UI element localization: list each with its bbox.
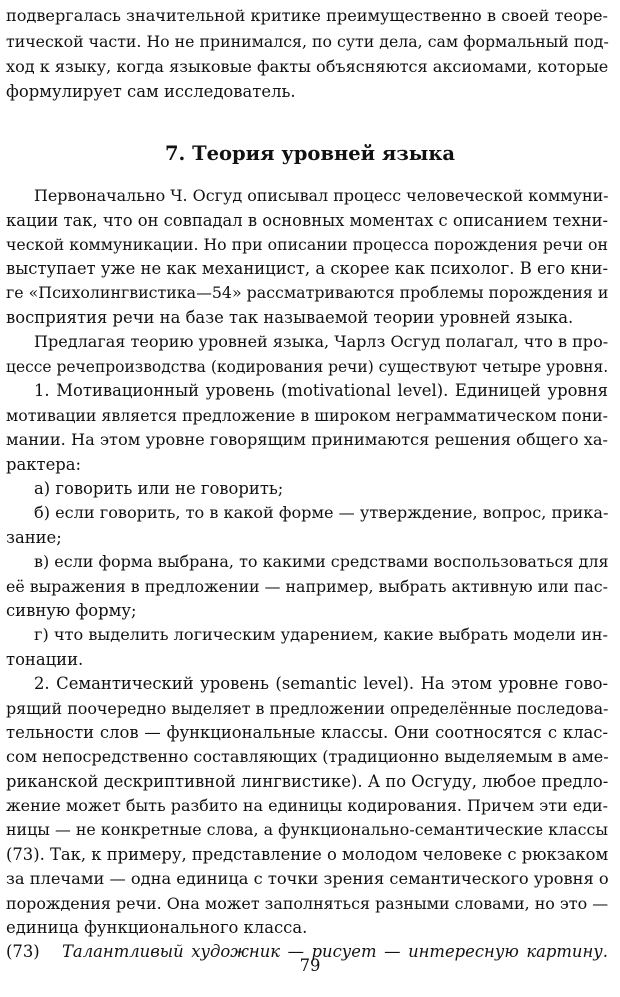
text-line: жение может быть разбито на единицы кодирования. Причем эти еди- [6,796,608,815]
text-line: подвергалась значительной критике преимущественно в своей теоре- [6,6,608,25]
text-line: рактера: [6,455,82,474]
text-line: в) если форма выбрана, то какими средствами воспользоваться для [34,552,609,571]
text-line: ницы — не конкретные слова, а функционально-семантические классы [6,820,608,839]
text-line: за плечами — одна единица с точки зрения семантического уровня о [6,869,609,888]
text-line: рящий поочередно выделяет в предложении определённые последова- [6,699,609,718]
example-number: (73) [6,942,40,961]
text-line: цессе речепроизводства (кодирования речи) существуют четыре уровня. [6,358,609,376]
text-line: порождения речи. Она может заполняться разными словами, но это — [6,894,609,913]
text-line: её выражения в предложении — например, выбрать активную или пас- [6,577,608,596]
text-line: формулирует сам исследователь. [6,82,296,101]
text-line: ход к языку, когда языковые факты объясняются аксиомами, которые [6,57,609,76]
text-line: 1. Мотивационный уровень (motivational level). Единицей уровня [34,381,608,400]
text-line: мотивации является предложение в широком негpамматическом пони- [6,406,608,425]
text-line: тонации. [6,650,84,669]
text-line: сивную форму; [6,601,137,620]
page-number: 79 [299,956,321,975]
section-title: 7. Теория уровней языка [164,142,456,165]
text-line: единица функционального класса. [6,918,308,937]
text-line: Предлагая теорию уровней языка, Чарлз Осгуд полагал, что в про- [34,332,609,351]
text-line: выступает уже не как механицист, а скорее как психолог. В его кни- [6,259,608,278]
example-text: Талантливый художник — рисует — интересную картину. [62,942,608,961]
text-line: (73). Так, к примеру, представление о молодом человеке с рюкзаком [6,845,609,864]
text-line: риканской дескриптивной лингвистике). А по Осгуду, любое предло- [6,772,609,791]
text-line: восприятия речи на базе так называемой теории уровней языка. [6,308,574,327]
text-line: ческой коммуникации. Но при описании процесса порождения речи он [6,235,608,254]
text-line: 2. Семантический уровень (semantic level). На этом уровне гово- [34,674,608,693]
text-line: ге «Психолингвистика—54» рассматриваются проблемы порождения и [6,283,609,302]
text-line: а) говорить или не говорить; [34,479,284,498]
text-line: зание; [6,528,62,547]
text-line: Первоначально Ч. Осгуд описывал процесс человеческой коммуни- [34,186,609,205]
text-line: тельности слов — функциональные классы. Они соотносятся с клас- [6,723,608,742]
text-line: кации так, что он совпадал в основных моментах с описанием техни- [6,211,609,230]
text-line: б) если говорить, то в какой форме — утверждение, вопрос, прика- [34,503,609,522]
text-line: тической части. Но не принимался, по сути дела, сам формальный под- [6,32,609,51]
text-line: г) что выделить логическим ударением, какие выбрать модели ин- [34,625,608,644]
text-line: сом непосредственно составляющих (традиционно выделяемым в аме- [6,747,609,766]
text-line: мании. На этом уровне говорящим принимаются решения общего ха- [6,430,608,449]
